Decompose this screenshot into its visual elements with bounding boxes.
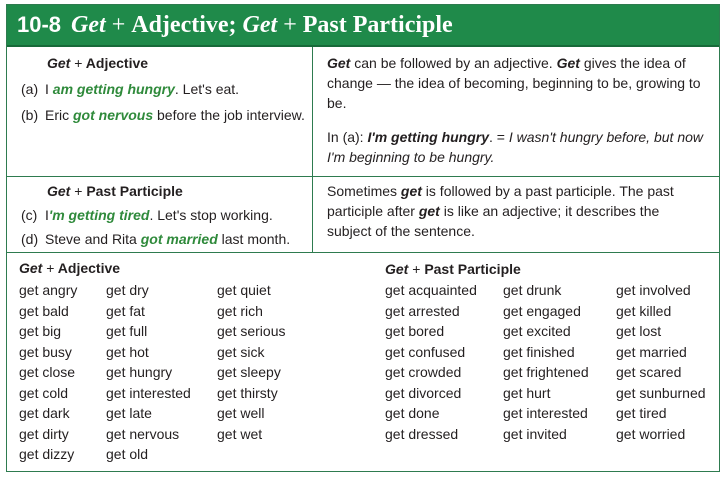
adjective-list-title: Get + Adjective [19,260,121,276]
list-item: get rich [217,302,263,319]
list-item: get big [19,323,62,339]
list-item: get married [616,343,687,360]
section-get-adjective [7,47,719,177]
list-item: get thirsty [217,384,278,401]
past-participle-column-1 [385,280,477,444]
list-item: get hot [106,343,149,360]
list-item: get done [385,405,440,421]
explanation-paragraph: Sometimes get is followed by a past participle. The past participle after get is like an adjective; it describes the subject of the sentence. [327,183,674,239]
explanation-cell [313,47,719,176]
list-item: get dizzy [19,446,75,462]
list-item: get full [106,323,148,339]
list-item: get hungry [106,364,173,380]
explanation-paragraph-2: In (a): I'm getting hungry. = I wasn't hungry before, but now I'm beginning to be hungry. [327,129,703,165]
past-participle-column-2 [503,280,589,444]
list-item: get invited [503,425,567,442]
header-get-2: Get [242,11,278,38]
section-heading: Get + Past Participle [47,183,183,199]
list-item: get killed [616,302,672,319]
list-item: get worried [616,425,686,442]
chart-header [7,5,719,47]
list-item: get nervous [106,425,180,442]
example-b: (b) Eric got nervous before the job interview. [21,107,305,123]
examples-cell [7,47,313,176]
list-item: get dressed [385,425,459,442]
list-item: get involved [616,282,691,298]
list-item: get divorced [385,384,462,401]
list-item: get arrested [385,302,460,319]
header-get: Get [71,11,106,38]
header-plus-2: + [283,11,297,38]
list-item: get cold [19,384,69,401]
list-item: get confused [385,343,466,360]
list-item: get bored [385,323,445,339]
example-d: (d) Steve and Rita got married last month. [21,231,291,247]
explanation-paragraph-1: Get can be followed by an adjective. Get gives the idea of change — the idea of becoming, beginning to be, growing to be. [327,55,701,111]
list-item: get quiet [217,282,271,298]
list-item: get acquainted [385,282,477,298]
list-item: get late [106,405,152,421]
list-item: get interested [106,384,191,401]
list-item: get sick [217,343,265,360]
example-c: (c) I'm getting tired. Let's stop working. [21,207,273,223]
adjective-column-3 [217,280,285,444]
examples-cell [7,177,313,252]
adjective-column-1 [19,280,77,465]
list-item: get lost [616,323,662,339]
list-item: get crowded [385,364,462,380]
list-item: get hurt [503,384,551,401]
section-get-past-participle [7,177,719,253]
list-item: get finished [503,343,575,360]
list-item: get old [106,446,149,462]
list-item: get engaged [503,302,581,319]
grammar-chart [6,4,720,472]
list-item: get sunburned [616,384,706,401]
list-item: get wet [217,425,263,442]
list-item: get drunk [503,282,562,298]
list-item: get fat [106,302,145,319]
list-item: get close [19,364,76,380]
chart-number: 10-8 [17,12,62,37]
header-plus: + [111,11,126,38]
list-item: get tired [616,405,667,421]
explanation-cell [313,177,719,252]
list-item: get busy [19,343,72,360]
past-participle-list-title: Get + Past Participle [385,261,521,277]
header-past-participle: Past Participle [302,11,453,38]
list-item: get sleepy [217,364,281,380]
list-item: get frightened [503,364,589,380]
list-item: get serious [217,323,286,339]
section-heading: Get + Adjective [47,55,149,71]
list-item: get dry [106,282,149,298]
example-a: (a) I am getting hungry. Let's eat. [21,81,240,97]
adjective-column-2 [106,280,191,465]
list-item: get scared [616,364,682,380]
past-participle-column-3 [616,280,706,444]
list-item: get excited [503,323,571,339]
list-item: get well [217,405,265,421]
list-item: get angry [19,282,78,298]
list-item: get dark [19,405,70,421]
list-item: get dirty [19,425,69,442]
list-item: get interested [503,405,588,421]
list-item: get bald [19,302,69,319]
header-adjective: Adjective; [131,11,237,38]
